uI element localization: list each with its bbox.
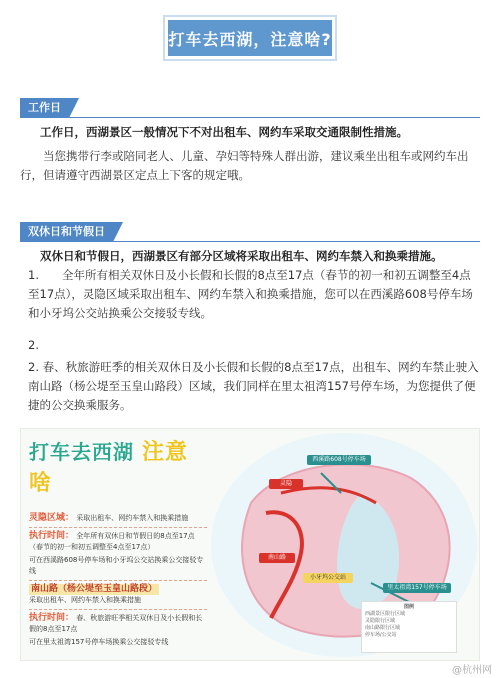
legend-item: 南山路限行区域 <box>365 625 401 631</box>
section-tag-workday: 工作日 <box>20 98 69 118</box>
infographic-title <box>29 435 207 497</box>
transfer-row-1: 可在西溪路608号停车场和小牙坞公交站换乘公交接驳专线 <box>29 556 204 575</box>
infographic-text-panel <box>29 435 207 648</box>
time-text-1: 全年所有双休日和节假日的8点至17点 <box>76 532 195 540</box>
map-label-nanshan: 南山路 <box>259 553 295 563</box>
holiday-item-1: 1. 全年所有相关双休日及小长假和长假的8点至17点（春节的初一和初五调整至4点至17点），灵隐区域采取出租车、网约车禁入和换乘措施，您可以在西溪路608号停车场和小牙坞公交站换乘公交接驳专线。 <box>28 268 473 320</box>
lingyin-label: 灵隐区域： <box>29 513 75 523</box>
infographic-title-b: 注意啥 <box>29 439 188 496</box>
legend-title: 图例 <box>403 604 414 610</box>
nanshan-row <box>29 584 207 606</box>
time-text-2: 春、秋旅游旺季相关双休日及小长假和长假的8点至17点 <box>29 614 203 633</box>
legend-item: 灵隐限行区域 <box>365 618 396 624</box>
time-text-1b: （春节的初一和初五调整至4点至17点） <box>29 543 155 551</box>
transfer-row-2: 可在里太祖湾157号停车场换乘公交接驳专线 <box>29 638 169 646</box>
legend-item: 停车场/公交站 <box>365 632 397 638</box>
divider <box>29 527 207 528</box>
map-label-litaizu: 里太祖湾157号停车场 <box>383 583 451 593</box>
section-rule <box>20 117 480 118</box>
legend-item: 西湖景区限行区域 <box>365 611 406 617</box>
map-legend <box>361 601 457 653</box>
holiday-lead: 双休日和节假日，西湖景区有部分区域将采取出租车、网约车禁入和换乘措施。 <box>40 249 443 263</box>
title-banner <box>163 15 337 61</box>
lingyin-row <box>29 513 207 524</box>
nanshan-text: 采取出租车、网约车禁入和换乘措施 <box>29 596 141 604</box>
section-tag-holiday: 双休日和节假日 <box>20 222 113 242</box>
workday-body: 当您携带行李或陪同老人、儿童、孕妇等特殊人群出游，建议乘坐出租车或网约车出行，但请遵守西湖景区定点上下客的规定哦。 <box>20 149 469 182</box>
divider <box>29 609 207 610</box>
holiday-item-2-number: 2. <box>28 338 39 352</box>
nanshan-label: 南山路（杨公堤至玉皇山路段） <box>31 584 158 594</box>
time-row-1 <box>29 531 207 553</box>
map-label-xiaoyawu: 小牙坞公交站 <box>303 573 353 583</box>
workday-lead: 工作日，西湖景区一般情况下不对出租车、网约车采取交通限制性措施。 <box>40 125 408 139</box>
lingyin-text: 采取出租车、网约车禁入和换乘措施 <box>76 514 189 522</box>
infographic <box>20 428 480 661</box>
holiday-item-3: 2. 春、秋旅游旺季的相关双休日及小长假和长假的8点至17点，出租车、网约车禁止驶入南山路（杨公堤至玉皇山路段）区域，我们同样在里太祖湾157号停车场，为您提供了便捷的公交换乘服务。 <box>28 360 479 412</box>
section-header-holiday <box>20 222 480 242</box>
time-label-2: 执行时间： <box>29 613 75 623</box>
section-header-workday <box>20 98 480 118</box>
infographic-title-a: 打车去西湖 <box>29 440 134 464</box>
time-label-1: 执行时间： <box>29 531 75 541</box>
map-label-xixi: 西溪路608号停车场 <box>307 455 371 465</box>
time-row-2 <box>29 613 207 635</box>
watermark: @杭州网 <box>452 665 492 676</box>
page-title: 打车去西湖，注意啥? <box>168 20 332 56</box>
divider <box>29 580 207 581</box>
map-label-lingyin: 灵隐 <box>269 479 303 489</box>
